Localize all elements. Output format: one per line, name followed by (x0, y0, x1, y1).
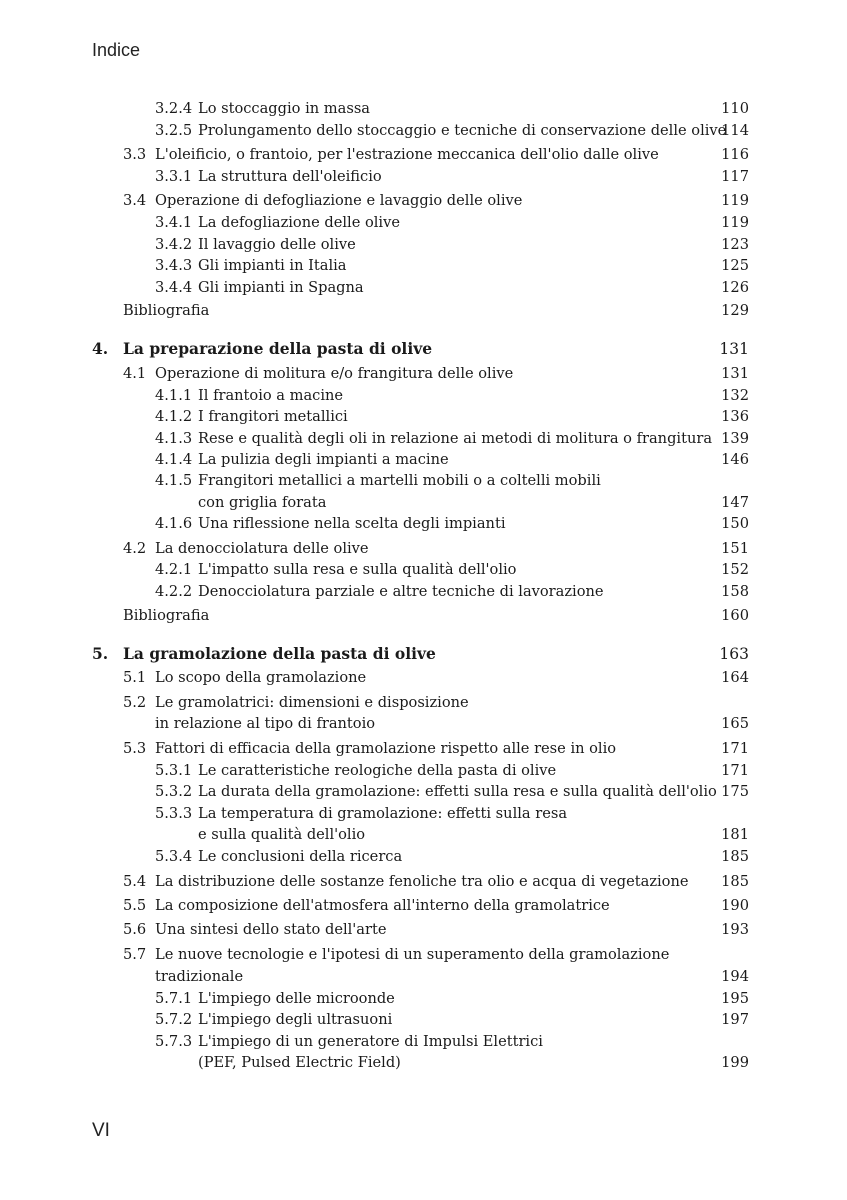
toc-entry-number: 4.1.4 (155, 451, 193, 468)
toc-entry-title: Fattori di efficacia della gramolazione rispetto alle rese in olio (155, 740, 617, 757)
toc-entry-page: 136 (721, 408, 749, 425)
toc-entry-page: 125 (721, 257, 749, 274)
toc-entry-title: Operazione di molitura e/o frangitura delle olive (155, 365, 514, 382)
toc-entry-number: 5.7.2 (155, 1011, 193, 1028)
toc-entry-title: Le caratteristiche reologiche della pasta di olive (198, 762, 557, 779)
toc-entry-title: L'impiego delle microonde (198, 990, 395, 1007)
toc-entry-title: La defogliazione delle olive (198, 214, 400, 231)
toc-entry-page: 131 (721, 365, 749, 382)
toc-entry-title: Gli impianti in Italia (198, 257, 347, 274)
toc-entry-title: L'oleificio, o frantoio, per l'estrazione meccanica dell'olio dalle olive (155, 146, 659, 163)
toc-entry-page: 146 (721, 451, 749, 468)
toc-entry-page: 185 (721, 873, 749, 890)
toc-entry-title: Le nuove tecnologie e l'ipotesi di un superamento della gramolazione (155, 946, 670, 963)
toc-entry-title: Una sintesi dello stato dell'arte (155, 921, 387, 938)
toc-entry-page: 165 (721, 715, 749, 732)
toc-entry-number: 5.7.1 (155, 990, 193, 1007)
toc-entry-title: Bibliografia (123, 302, 210, 319)
toc-entry-title: La denocciolatura delle olive (155, 540, 369, 557)
toc-entry-number: 5.3 (123, 740, 147, 757)
toc-entry-page: 117 (721, 168, 749, 185)
toc-entry-page: 129 (721, 302, 749, 319)
toc-entry-title: L'impiego degli ultrasuoni (198, 1011, 393, 1028)
toc-entry-number: 3.4 (123, 192, 147, 209)
toc-entry-title: La composizione dell'atmosfera all'interno della gramolatrice (155, 897, 610, 914)
toc-entry-number: 3.4.1 (155, 214, 193, 231)
toc-entry-title: Lo scopo della gramolazione (155, 669, 367, 686)
toc-entry-page: 171 (721, 762, 749, 779)
toc-entry-title: Le gramolatrici: dimensioni e disposizione (155, 694, 469, 711)
toc-entry-number: 3.3.1 (155, 168, 193, 185)
toc-entry-number: 4.1.2 (155, 408, 193, 425)
toc-entry-title: (PEF, Pulsed Electric Field) (198, 1054, 401, 1071)
toc-entry-number: 5.3.4 (155, 848, 193, 865)
toc-entry-number: 4.2.2 (155, 583, 193, 600)
toc-entry-page: 194 (721, 968, 749, 985)
toc-entry-title: Lo stoccaggio in massa (198, 100, 371, 117)
toc-entry-title: Una riflessione nella scelta degli impianti (198, 515, 506, 532)
toc-entry-number: 5.2 (123, 694, 147, 711)
toc-entry-page: 199 (721, 1054, 749, 1071)
toc-entry-number: 5.4 (123, 873, 147, 890)
toc-entry-number: 5.6 (123, 921, 147, 938)
toc-entry-number: 3.4.2 (155, 236, 193, 253)
toc-entry-page: 158 (721, 583, 749, 600)
toc-entry-page: 119 (721, 192, 749, 209)
toc-entry-number: 3.2.5 (155, 122, 193, 139)
toc-entry-page: 164 (721, 669, 749, 686)
toc-entry-page: 163 (719, 645, 749, 663)
toc-entry-number: 5.5 (123, 897, 147, 914)
running-head: Indice (92, 40, 141, 60)
toc-entry-number: 3.4.4 (155, 279, 193, 296)
toc-entry-page: 132 (721, 387, 749, 404)
toc-entry-page: 160 (721, 607, 749, 624)
toc-entry-number: 4.1.3 (155, 430, 193, 447)
toc-entry-number: 5. (92, 644, 109, 663)
toc-entry-title: Operazione di defogliazione e lavaggio delle olive (155, 192, 523, 209)
toc-entry-page: 123 (721, 236, 749, 253)
toc-entry-page: 131 (719, 340, 749, 358)
toc-entry-title: La distribuzione delle sostanze fenoliche tra olio e acqua di vegetazione (155, 873, 689, 890)
toc-entry-number: 3.4.3 (155, 257, 193, 274)
toc-entry-page: 175 (721, 783, 749, 800)
toc-entry-page: 195 (721, 990, 749, 1007)
toc-entry-number: 4.1 (123, 365, 147, 382)
toc-entry-page: 193 (721, 921, 749, 938)
toc-entry-title: La durata della gramolazione: effetti sulla resa e sulla qualità dell'olio (198, 783, 717, 800)
toc-entry-number: 5.3.3 (155, 805, 193, 822)
toc-entry-number: 5.7.3 (155, 1033, 193, 1050)
toc-entry-page: 116 (721, 146, 749, 163)
toc-entry-title: Gli impianti in Spagna (198, 279, 364, 296)
toc-entry-title: L'impiego di un generatore di Impulsi Elettrici (198, 1033, 543, 1050)
toc-entry-page: 171 (721, 740, 749, 757)
toc-entry-title: con griglia forata (198, 494, 327, 511)
toc-entry-page: 139 (721, 430, 749, 447)
toc-entry-number: 5.3.1 (155, 762, 193, 779)
toc-entry-page: 110 (721, 100, 749, 117)
toc-entry-title: e sulla qualità dell'olio (198, 826, 366, 843)
toc-entry-title: Denocciolatura parziale e altre tecniche di lavorazione (198, 583, 604, 600)
toc-entry-number: 5.3.2 (155, 783, 193, 800)
toc-entry-title: Rese e qualità degli oli in relazione ai metodi di molitura o frangitura (198, 430, 713, 447)
toc-entry-page: 150 (721, 515, 749, 532)
toc-entry-number: 4.2 (123, 540, 147, 557)
toc-entry-title: Prolungamento dello stoccaggio e tecniche di conservazione delle olive (198, 122, 727, 139)
toc-entry-number: 3.2.4 (155, 100, 193, 117)
toc-entry-page: 185 (721, 848, 749, 865)
toc-entry-title: La temperatura di gramolazione: effetti sulla resa (198, 805, 568, 822)
toc-entry-number: 5.1 (123, 669, 147, 686)
toc-entry-title: Il lavaggio delle olive (198, 236, 356, 253)
toc-entry-title: La preparazione della pasta di olive (123, 339, 433, 358)
toc-entry-number: 4.2.1 (155, 561, 193, 578)
toc-entry-number: 4.1.6 (155, 515, 193, 532)
toc-entry-page: 181 (721, 826, 749, 843)
toc-entry-title: La gramolazione della pasta di olive (123, 644, 436, 663)
toc-entry-title: Il frantoio a macine (198, 387, 344, 404)
toc-entry-number: 4. (92, 339, 109, 358)
toc-entry-number: 3.3 (123, 146, 147, 163)
toc-entry-title: Le conclusioni della ricerca (198, 848, 403, 865)
toc-entry-page: 114 (721, 122, 749, 139)
toc-entry-number: 4.1.1 (155, 387, 193, 404)
toc-entry-page: 147 (721, 494, 749, 511)
toc-entry-page: 190 (721, 897, 749, 914)
toc-entry-title: La struttura dell'oleificio (198, 168, 382, 185)
toc-entry-title: La pulizia degli impianti a macine (198, 451, 449, 468)
toc-entry-number: 5.7 (123, 946, 147, 963)
toc-entry-title: L'impatto sulla resa e sulla qualità dell'olio (198, 561, 517, 578)
toc-entry-title: in relazione al tipo di frantoio (155, 715, 376, 732)
toc-entry-page: 119 (721, 214, 749, 231)
toc-entry-page: 152 (721, 561, 749, 578)
toc-entry-title: Bibliografia (123, 607, 210, 624)
toc-entry-number: 4.1.5 (155, 472, 193, 489)
toc-entry-page: 197 (721, 1011, 749, 1028)
toc-entry-page: 151 (721, 540, 749, 557)
toc-entry-title: tradizionale (155, 968, 244, 985)
toc-entry-title: I frangitori metallici (198, 408, 348, 425)
toc-entry-page: 126 (721, 279, 749, 296)
page-number: VI (92, 1120, 110, 1141)
toc-entry-title: Frangitori metallici a martelli mobili o a coltelli mobili (198, 472, 601, 489)
